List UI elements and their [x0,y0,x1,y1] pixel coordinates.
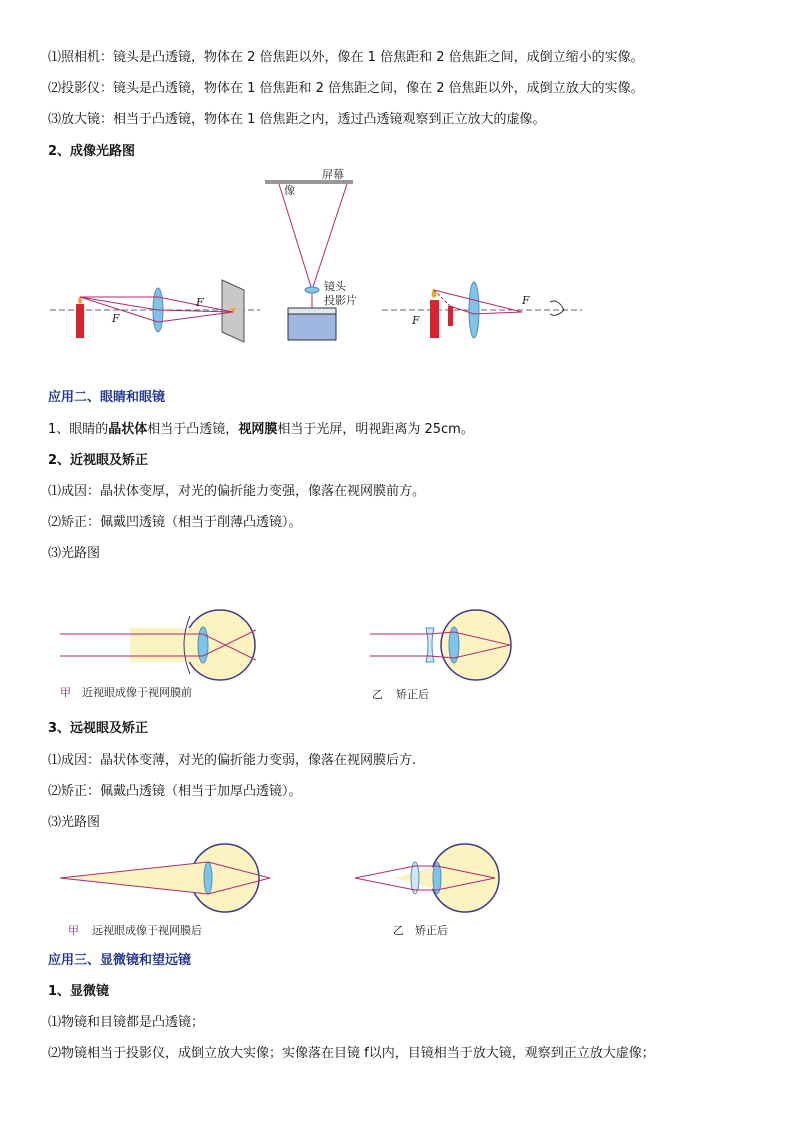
candle-large [430,300,439,338]
hyperopia-correction: ⑵矫正：佩戴凸透镜（相当于加厚凸透镜）。 [48,784,302,799]
eye-icon [550,301,564,315]
corrected-caption: 矫正后 [415,924,448,937]
focus-label-right: F [522,294,530,307]
app3-heading: 应用三、显微镜和望远镜 [48,953,192,968]
ray-diagram-heading: 2、成像光路图 [48,144,136,159]
projector-line: ⑵投影仪：镜头是凸透镜，物体在 1 倍焦距和 2 倍焦距之间，像在 2 倍焦距以外，成倒立放大的实像。 [48,81,644,96]
camera-ray-diagram [50,270,260,350]
microscope-line-1: ⑴物镜和目镜都是凸透镜； [48,1015,205,1030]
microscope-heading: 1、显微镜 [48,984,110,999]
myopia-caption-mark: 甲 [60,686,71,699]
myopia-caption: 近视眼成像于视网膜前 [82,686,192,699]
focus-label-left: F [412,314,420,327]
hyperopia-diagram-label: ⑶光路图 [48,815,101,830]
magnifier-line: ⑶放大镜：相当于凸透镜，物体在 1 倍焦距之内，透过凸透镜观察到正立放大的虚像。 [48,112,546,127]
myopia-corrected-diagram [370,608,520,708]
focus-label-right: F [196,296,204,309]
screen-label: 屏幕 [322,168,344,181]
hyperopia-caption-mark: 甲 [68,924,79,937]
concave-lens [426,628,434,662]
crystalline-lens [204,862,212,894]
projector-ray-diagram [262,168,362,347]
projector-lens [305,287,319,293]
myopia-diagram-label: ⑶光路图 [48,546,101,561]
magnifier-ray-diagram [382,280,582,345]
corrected-caption-mark: 乙 [372,688,383,701]
myopia-eye-diagram [60,608,260,708]
candle [76,304,84,338]
corrected-caption-mark: 乙 [393,924,404,937]
eye-intro-line: 1、眼睛的晶状体相当于凸透镜，视网膜相当于光屏，明视距离为 25cm。 [48,422,474,437]
crystalline-lens [198,627,208,663]
hyperopia-heading: 3、远视眼及矫正 [48,721,149,736]
hyperopia-cause: ⑴成因：晶状体变薄，对光的偏折能力变弱，像落在视网膜后方. [48,753,417,768]
hyperopia-eye-diagram [60,844,260,939]
lens-label: 镜头 [324,280,346,293]
image-label: 像 [284,184,295,197]
myopia-correction: ⑵矫正：佩戴凹透镜（相当于削薄凸透镜）。 [48,515,302,530]
magnifier-lens [469,282,479,338]
candle-small [448,306,453,326]
microscope-line-2: ⑵物镜相当于投影仪，成倒立放大实像；实像落在目镜 f以内，目镜相当于放大镜，观察到正立放大虚像； [48,1046,655,1061]
app2-heading: 应用二、眼睛和眼镜 [48,390,166,405]
camera-line: ⑴照相机：镜头是凸透镜，物体在 2 倍焦距以外，像在 1 倍焦距和 2 倍焦距之间，成倒立缩小的实像。 [48,50,644,65]
slide-label: 投影片 [324,294,357,307]
myopia-heading: 2、近视眼及矫正 [48,453,149,468]
corrected-caption: 矫正后 [396,688,429,701]
focus-label-left: F [112,312,120,325]
hyperopia-corrected-diagram [355,844,505,939]
myopia-cause: ⑴成因：晶状体变厚，对光的偏折能力变强，像落在视网膜前方。 [48,484,426,499]
hyperopia-caption: 远视眼成像于视网膜后 [92,924,202,937]
